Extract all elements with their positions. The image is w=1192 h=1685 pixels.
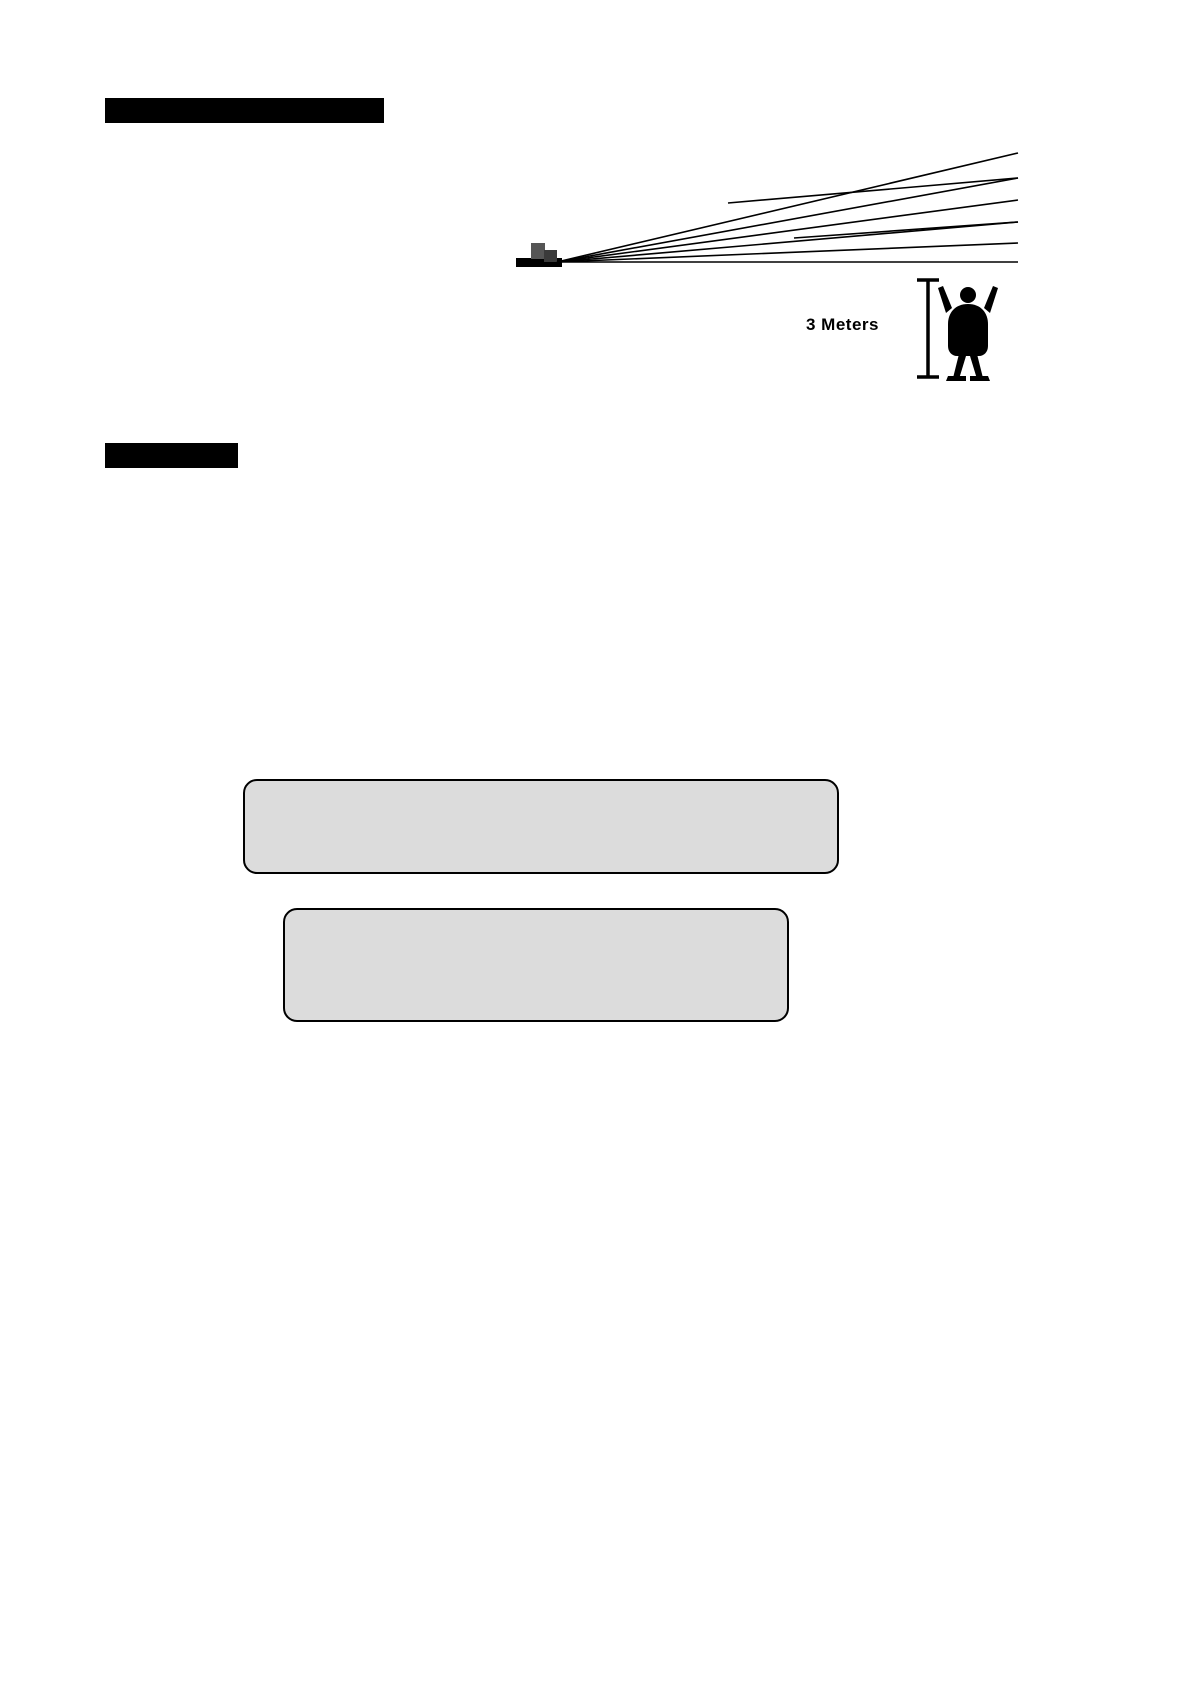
callout-box-1 xyxy=(243,779,839,874)
detection-coverage-diagram xyxy=(500,140,1030,400)
coverage-beams-graphic xyxy=(500,140,1030,400)
person-silhouette-icon xyxy=(938,286,998,381)
sensor-icon xyxy=(516,243,562,267)
callout-box-2 xyxy=(283,908,789,1022)
scale-bar-icon xyxy=(917,279,939,378)
scale-label-3-meters: 3 Meters xyxy=(806,315,879,334)
beam-lines xyxy=(557,153,1018,262)
callout-box-1-text xyxy=(245,781,837,801)
callout-box-2-text xyxy=(285,910,787,930)
section-heading-bar-2 xyxy=(105,443,238,468)
section-heading-bar-1 xyxy=(105,98,384,123)
